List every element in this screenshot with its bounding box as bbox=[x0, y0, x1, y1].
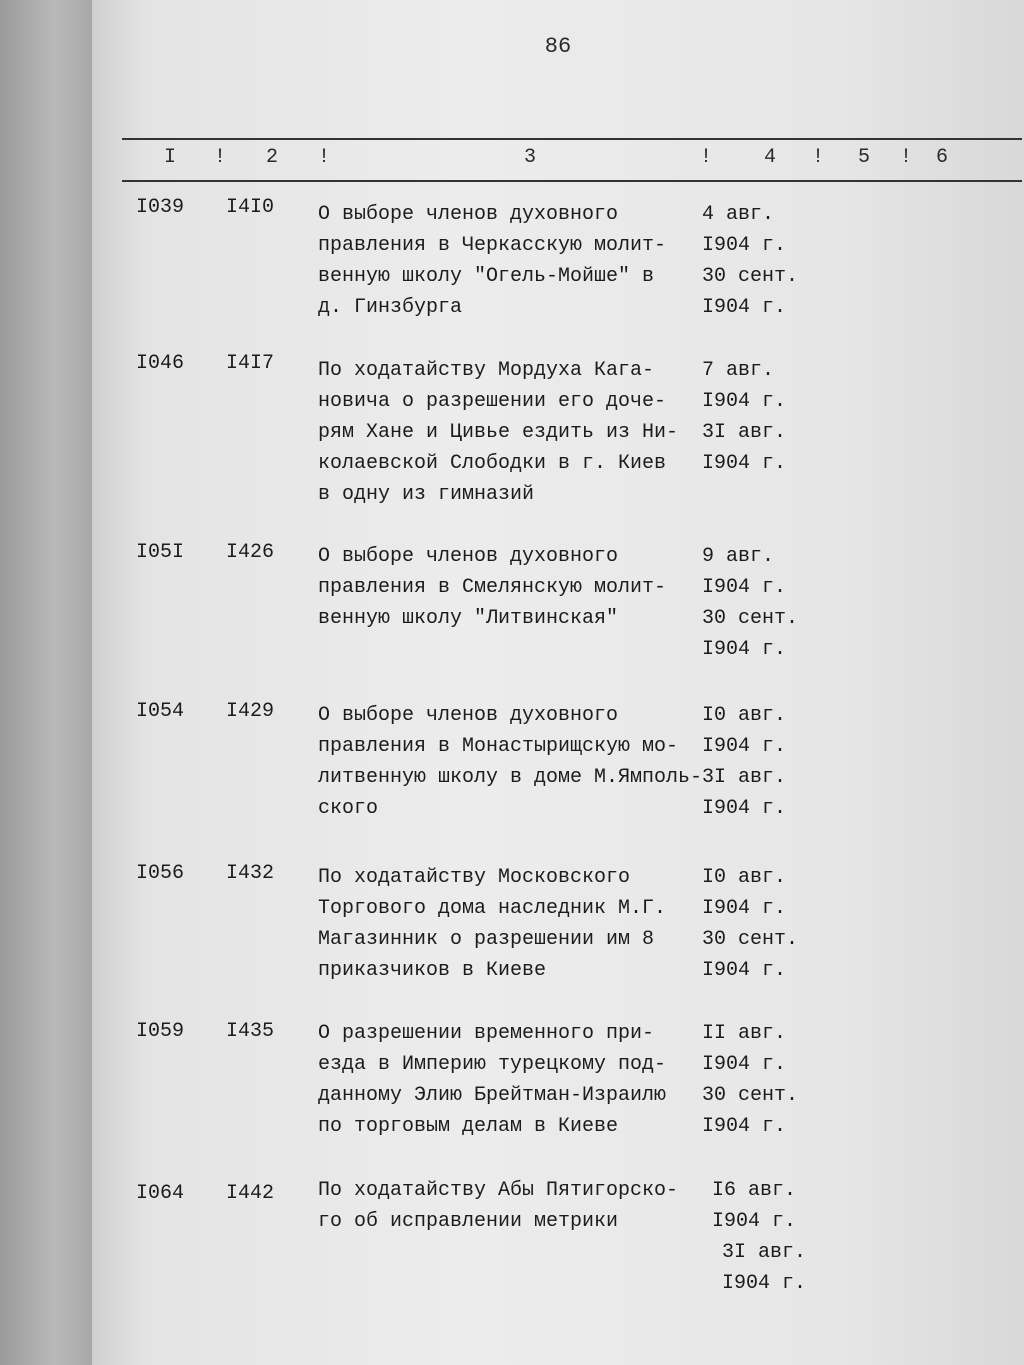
row-dates bbox=[702, 355, 842, 479]
description-line: венную школу "Огель-Мойше" в bbox=[318, 265, 655, 288]
date-line: I904 г. bbox=[702, 1053, 787, 1076]
row-code: I435 bbox=[226, 1020, 275, 1043]
description-line: езда в Империю турецкому под- bbox=[318, 1053, 667, 1076]
date-line: I904 г. bbox=[702, 296, 787, 319]
description-line: правления в Смелянскую молит- bbox=[318, 576, 667, 599]
header-separator: ! bbox=[214, 146, 227, 169]
row-number: I064 bbox=[136, 1182, 185, 1205]
row-number: I046 bbox=[136, 352, 185, 375]
description-line: новича о разрешении его доче- bbox=[318, 390, 667, 413]
row-description bbox=[318, 700, 718, 824]
row-dates bbox=[712, 1175, 852, 1299]
left-page-edge bbox=[0, 0, 92, 1365]
description-line: Магазинник о разрешении им 8 bbox=[318, 928, 655, 951]
row-dates bbox=[702, 1018, 842, 1142]
description-line: го об исправлении метрики bbox=[318, 1210, 619, 1233]
description-line: правления в Монастырищскую мо- bbox=[318, 735, 679, 758]
header-col-1: I bbox=[164, 146, 177, 169]
description-line: По ходатайству Московского bbox=[318, 866, 631, 889]
row-description bbox=[318, 1018, 718, 1142]
row-description bbox=[318, 541, 718, 634]
header-col-3: 3 bbox=[524, 146, 537, 169]
description-line: колаевской Слободки в г. Киев bbox=[318, 452, 667, 475]
page-number: 86 bbox=[544, 34, 572, 59]
description-line: данному Элию Брейтман-Израилю bbox=[318, 1084, 667, 1107]
date-line: I0 авг. bbox=[702, 866, 787, 889]
date-line: 30 сент. bbox=[702, 265, 799, 288]
header-rule-bottom bbox=[122, 180, 1022, 182]
description-line: О разрешении временного при- bbox=[318, 1022, 655, 1045]
description-line: О выборе членов духовного bbox=[318, 545, 619, 568]
description-line: О выборе членов духовного bbox=[318, 203, 619, 226]
row-number: I059 bbox=[136, 1020, 185, 1043]
row-description bbox=[318, 199, 718, 323]
date-line: 30 сент. bbox=[702, 607, 799, 630]
description-line: Торгового дома наследник М.Г. bbox=[318, 897, 667, 920]
row-number: I05I bbox=[136, 541, 185, 564]
description-line: ского bbox=[318, 797, 379, 820]
date-line: 3I авг. bbox=[702, 421, 787, 444]
row-dates bbox=[702, 199, 842, 323]
description-line: рям Хане и Цивье ездить из Ни- bbox=[318, 421, 679, 444]
row-code: I432 bbox=[226, 862, 275, 885]
header-rule-top bbox=[122, 138, 1022, 140]
document-page bbox=[92, 0, 1024, 1365]
description-line: приказчиков в Киеве bbox=[318, 959, 547, 982]
header-separator: ! bbox=[812, 146, 825, 169]
description-line: По ходатайству Мордуха Кага- bbox=[318, 359, 655, 382]
date-line: I6 авг. bbox=[712, 1179, 797, 1202]
row-description bbox=[318, 1175, 718, 1237]
header-col-2: 2 bbox=[266, 146, 279, 169]
row-code: I4I7 bbox=[226, 352, 275, 375]
header-col-4: 4 bbox=[764, 146, 777, 169]
description-line: литвенную школу в доме М.Ямполь- bbox=[318, 766, 703, 789]
date-line: I904 г. bbox=[702, 638, 787, 661]
row-code: I442 bbox=[226, 1182, 275, 1205]
description-line: в одну из гимназий bbox=[318, 483, 535, 506]
date-line: I0 авг. bbox=[702, 704, 787, 727]
date-line: 30 сент. bbox=[702, 928, 799, 951]
date-line: I904 г. bbox=[702, 797, 787, 820]
date-line: 4 авг. bbox=[702, 203, 775, 226]
date-line: I904 г. bbox=[702, 576, 787, 599]
header-separator: ! bbox=[318, 146, 331, 169]
date-line: II авг. bbox=[702, 1022, 787, 1045]
description-line: по торговым делам в Киеве bbox=[318, 1115, 619, 1138]
date-line: I904 г. bbox=[702, 959, 787, 982]
header-col-6: 6 bbox=[936, 146, 949, 169]
date-line: I904 г. bbox=[702, 234, 787, 257]
header-col-5: 5 bbox=[858, 146, 871, 169]
row-dates bbox=[702, 541, 842, 665]
header-separator: ! bbox=[700, 146, 713, 169]
date-line: 30 сент. bbox=[702, 1084, 799, 1107]
date-line: 7 авг. bbox=[702, 359, 775, 382]
row-description bbox=[318, 862, 718, 986]
date-line: I904 г. bbox=[712, 1210, 797, 1233]
row-code: I4I0 bbox=[226, 196, 275, 219]
date-line: I904 г. bbox=[702, 390, 787, 413]
row-description bbox=[318, 355, 718, 510]
description-line: правления в Черкасскую молит- bbox=[318, 234, 667, 257]
date-line: I904 г. bbox=[702, 1115, 787, 1138]
description-line: венную школу "Литвинская" bbox=[318, 607, 619, 630]
date-line: I904 г. bbox=[702, 735, 787, 758]
description-line: По ходатайству Абы Пятигорско- bbox=[318, 1179, 679, 1202]
date-line: 9 авг. bbox=[702, 545, 775, 568]
row-dates bbox=[702, 700, 842, 824]
description-line: О выборе членов духовного bbox=[318, 704, 619, 727]
date-line: I904 г. bbox=[702, 452, 787, 475]
row-number: I039 bbox=[136, 196, 185, 219]
row-code: I429 bbox=[226, 700, 275, 723]
row-number: I054 bbox=[136, 700, 185, 723]
date-line: I904 г. bbox=[702, 897, 787, 920]
description-line: д. Гинзбурга bbox=[318, 296, 463, 319]
row-number: I056 bbox=[136, 862, 185, 885]
date-line: 3I авг. bbox=[722, 1241, 807, 1264]
date-line: 3I авг. bbox=[702, 766, 787, 789]
row-code: I426 bbox=[226, 541, 275, 564]
row-dates bbox=[702, 862, 842, 986]
date-line: I904 г. bbox=[722, 1272, 807, 1295]
header-separator: ! bbox=[900, 146, 913, 169]
